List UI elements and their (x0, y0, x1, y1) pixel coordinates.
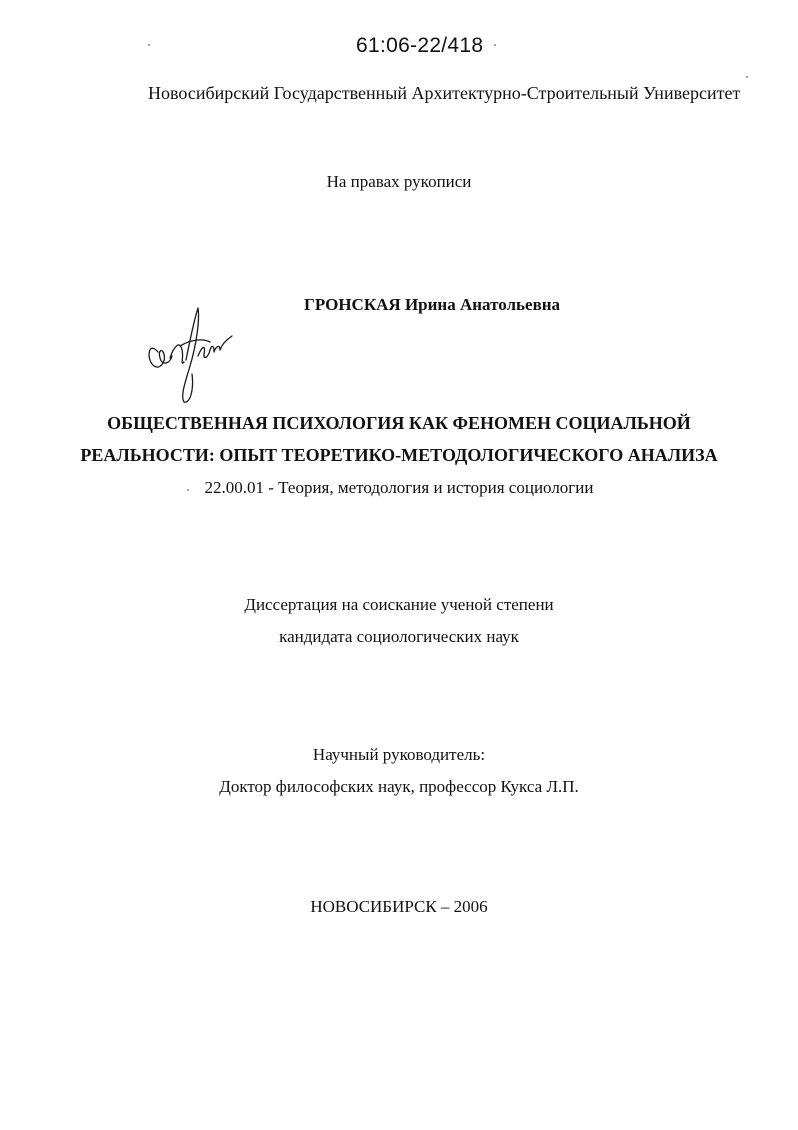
supervisor-label: Научный руководитель: (312, 745, 486, 764)
signature-stroke (183, 308, 199, 402)
author-name: ГРОНСКАЯ Ирина Анатольевна (304, 295, 561, 314)
thesis-title-line-2: РЕАЛЬНОСТИ: ОПЫТ ТЕОРЕТИКО-МЕТОДОЛОГИЧЕСКОГО АНАЛИЗА (80, 445, 718, 465)
supervisor-name: Доктор философских наук, профессор Кукса Л.П. (219, 777, 579, 796)
degree-line-1: Диссертация на соискание ученой степени (244, 595, 554, 614)
scan-speck (148, 44, 150, 46)
specialty-code: 22.00.01 - Теория, методология и история социологии (204, 478, 594, 497)
degree-line-2: кандидата социологических наук (279, 627, 519, 646)
handwritten-signature-icon (140, 300, 240, 410)
thesis-title-line-1: ОБЩЕСТВЕННАЯ ПСИХОЛОГИЯ КАК ФЕНОМЕН СОЦИАЛЬНОЙ (107, 413, 691, 433)
scan-speck (746, 76, 748, 78)
signature-stroke (170, 345, 184, 363)
archive-code: 61:06-22/418 (356, 34, 484, 57)
institution-name: Новосибирский Государственный Архитектурно-Строительный Университет (148, 83, 741, 103)
scan-speck (494, 44, 496, 46)
signature-stroke (149, 348, 172, 367)
signature-stroke (198, 336, 232, 357)
city-year: НОВОСИБИРСК – 2006 (310, 897, 488, 916)
rights-note: На правах рукописи (326, 172, 472, 191)
